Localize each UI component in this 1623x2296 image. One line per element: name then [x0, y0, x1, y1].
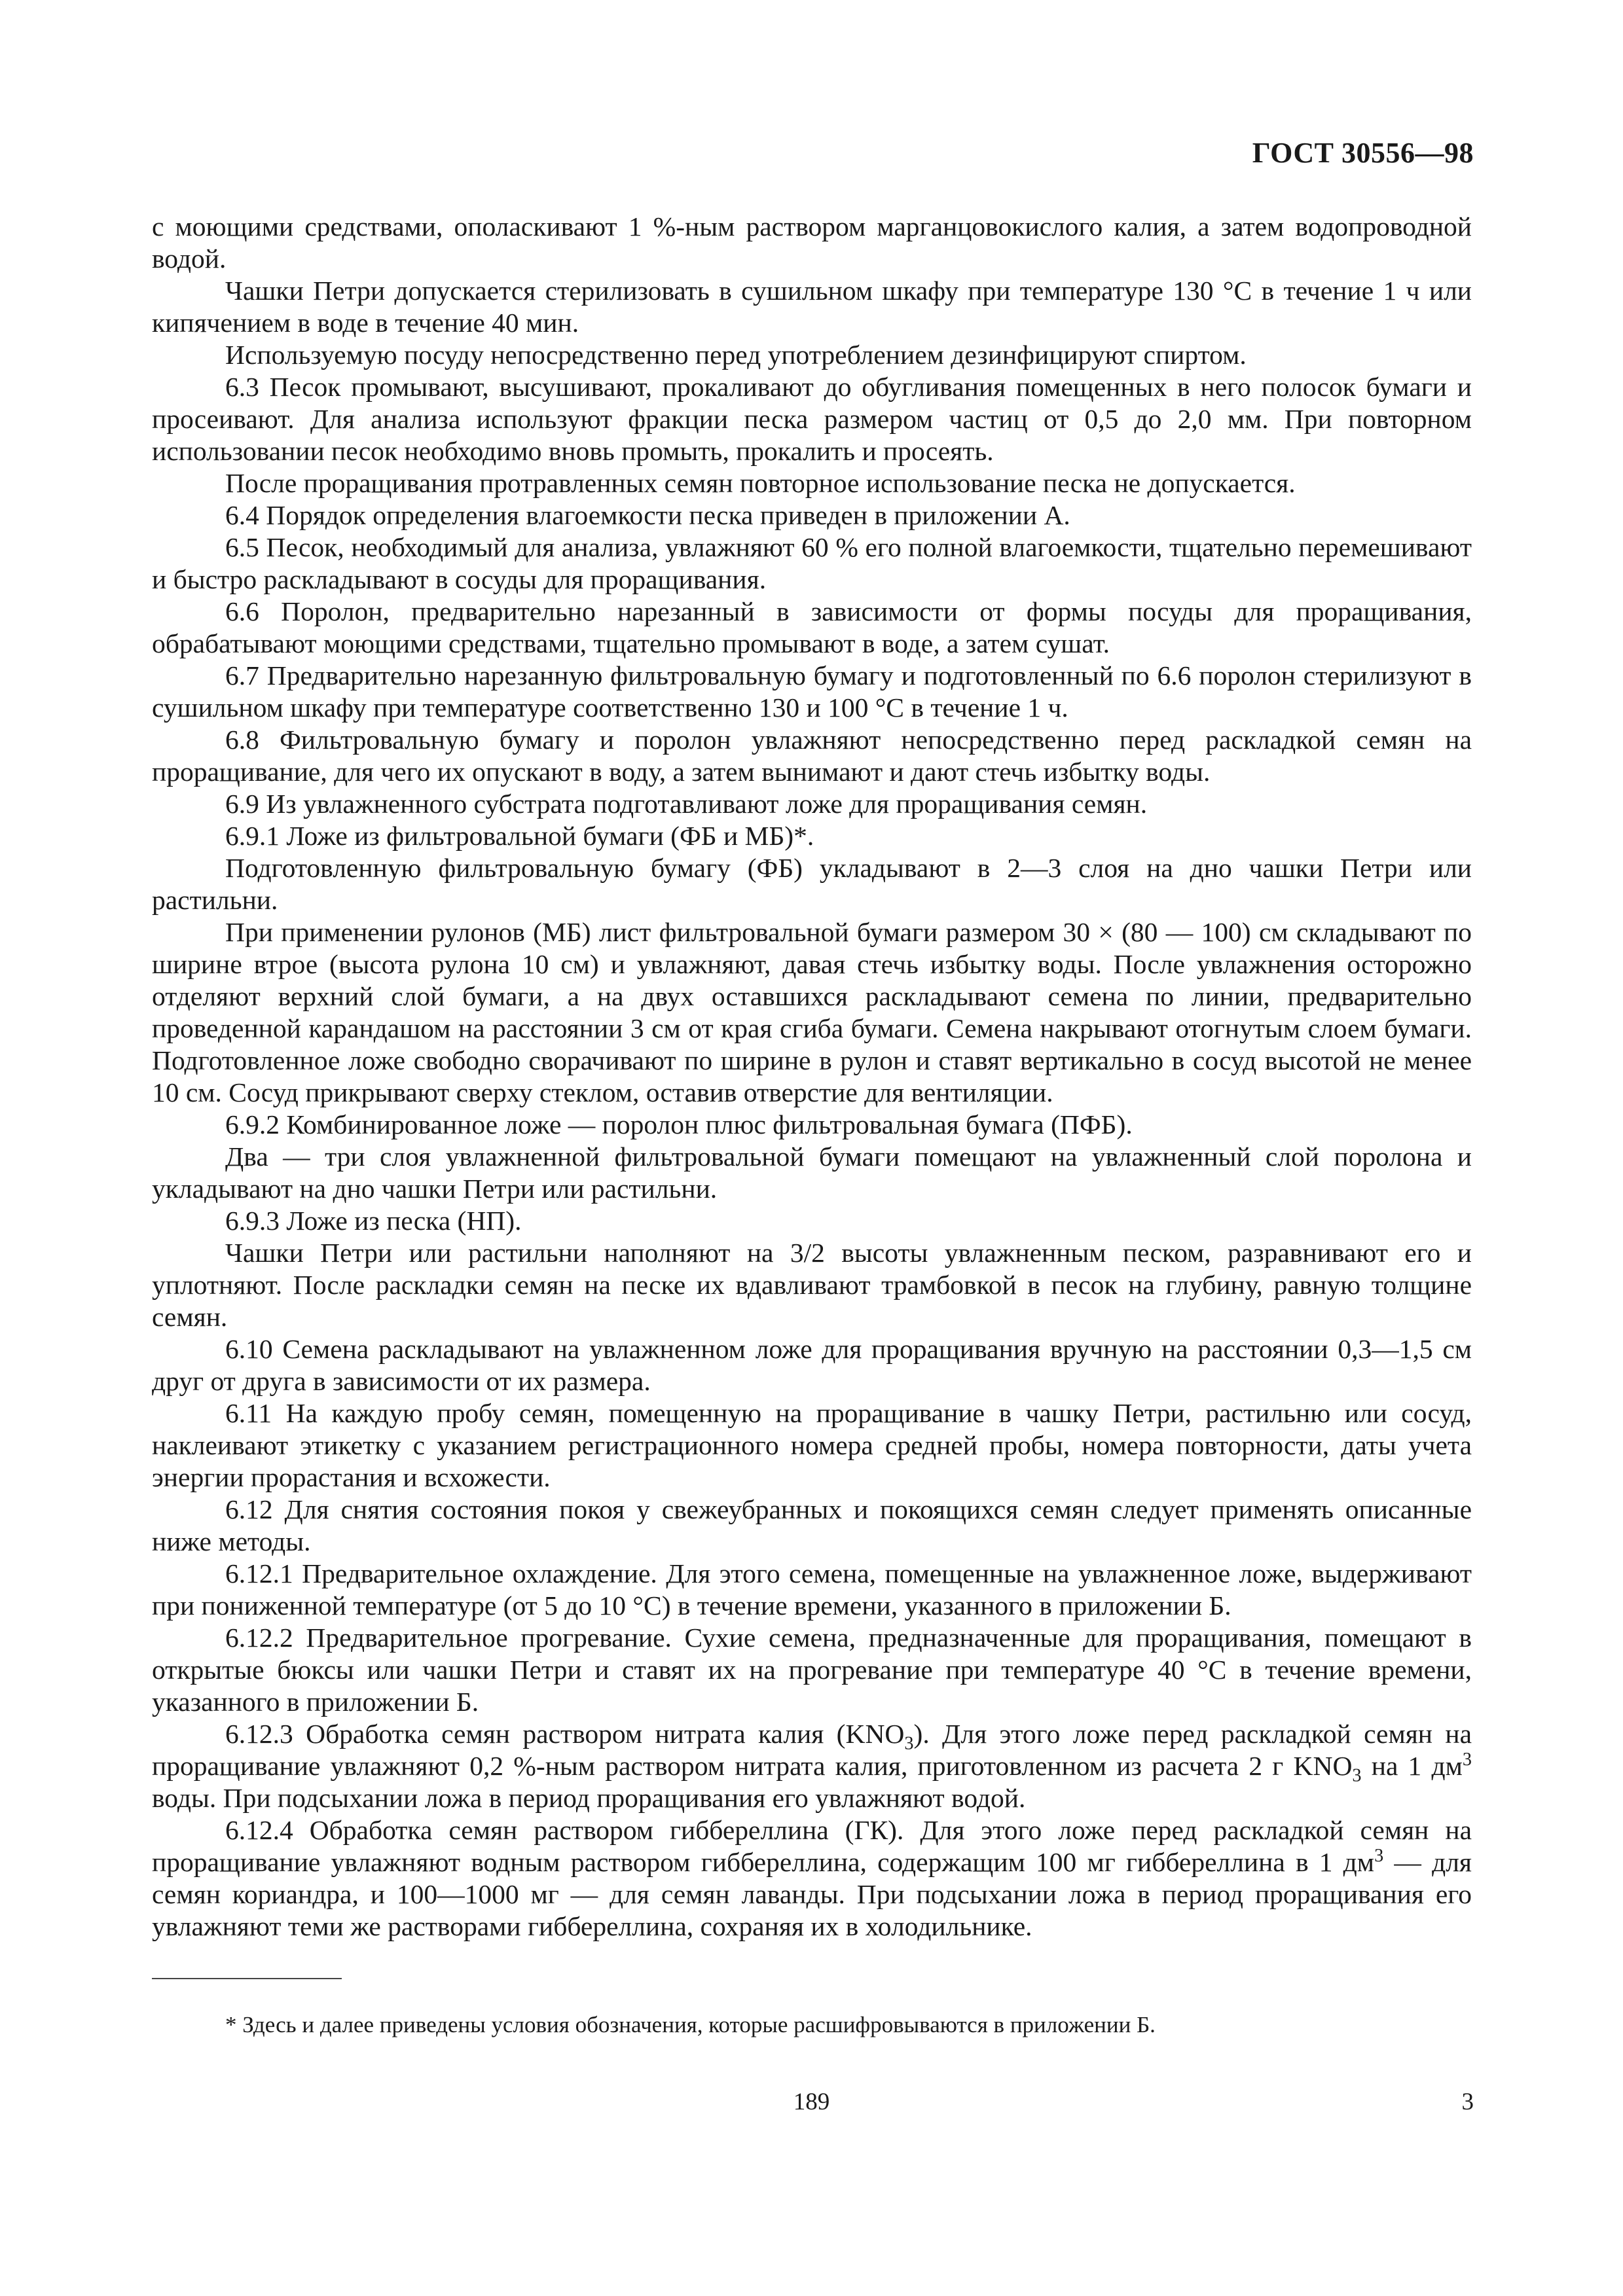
paragraph: с моющими средствами, ополаскивают 1 %-ным раствором марганцовокислого калия, а затем водопроводной водой. [152, 211, 1472, 274]
text-run: на 1 дм [1361, 1751, 1463, 1781]
paragraph: 6.9.2 Комбинированное ложе — поролон плюс фильтровальная бумага (ПФБ). [225, 1109, 1133, 1139]
paragraph: Чашки Петри допускается стерилизовать в сушильном шкафу при температуре 130 °С в течение 1 ч или кипячением в воде в течение 40 мин. [152, 276, 1472, 338]
paragraph: Подготовленную фильтровальную бумагу (ФБ) укладывают в 2—3 слоя на дно чашки Петри или растильни. [152, 853, 1472, 915]
paragraph: Два — три слоя увлажненной фильтровальной бумаги помещают на увлажненный слой поролона и укладывают на дно чашки Петри или растильни. [152, 1141, 1472, 1204]
standard-header: ГОСТ 30556—98 [1252, 137, 1474, 169]
paragraph: 6.3 Песок промывают, высушивают, прокаливают до обугливания помещенных в него полосок бумаги и просеивают. Для анализа используют фракции песка размером частиц от 0,5 до 2,0 мм. При повторном использовании песок необходимо вновь промыть, прокалить и просеять. [152, 372, 1472, 466]
superscript: 3 [1374, 1846, 1384, 1867]
paragraph: После проращивания протравленных семян повторное использование песка не допускается. [225, 468, 1296, 498]
paragraph: 6.12.1 Предварительное охлаждение. Для этого семена, помещенные на увлажненное ложе, выдерживают при пониженной температуре (от 5 до 10 °С) в течение времени, указанного в приложении Б. [152, 1558, 1472, 1621]
footnote-separator [152, 1978, 342, 1979]
paragraph: 6.4 Порядок определения влагоемкости песка приведен в приложении А. [225, 500, 1070, 530]
paragraph-gibberellin [152, 1814, 1472, 1943]
paragraph-list [152, 211, 1472, 1718]
footnote: * Здесь и далее приведены условия обозначения, которые расшифровываются в приложении Б. [225, 2012, 1156, 2037]
paragraph: 6.9 Из увлажненного субстрата подготавливают ложе для проращивания семян. [225, 789, 1148, 819]
superscript: 3 [1462, 1749, 1472, 1770]
paragraph: 6.8 Фильтровальную бумагу и поролон увлажняют непосредственно перед раскладкой семян на проращивание, для чего их опускают в воду, а затем вынимают и дают стечь избытку воды. [152, 725, 1472, 787]
page-number: 189 [793, 2089, 830, 2115]
text-run: 6.12.4 Обработка семян раствором гиббереллина (ГК). Для этого ложе перед раскладкой семян на проращивание увлажняют водным раствором гиббереллина, содержащим 100 мг гиббереллина в 1 дм [152, 1815, 1472, 1877]
subscript: 3 [1352, 1765, 1362, 1786]
text-run: воды. При подсыхании ложа в период проращивания его увлажняют водой. [152, 1783, 1026, 1813]
text-run: ). Для этого ложе перед раскладкой семян на проращивание увлажняют 0,2 %-ным раствором нитрата калия, приготовленном из расчета 2 г KNO [152, 1719, 1472, 1781]
paragraph: 6.10 Семена раскладывают на увлажненном ложе для проращивания вручную на расстоянии 0,3—1,5 см друг от друга в зависимости от их размера. [152, 1334, 1472, 1396]
text-run: 6.12.3 Обработка семян раствором нитрата калия (KNO [225, 1719, 905, 1749]
document-body [152, 211, 1472, 1943]
text-run: — для семян кориандра, и 100—1000 мг — для семян лаванды. При подсыхании ложа в период проращивания его увлажняют теми же растворами гиббереллина, сохраняя их в холодильнике. [152, 1847, 1472, 1941]
paragraph: 6.12.2 Предварительное прогревание. Сухие семена, предназначенные для проращивания, помещают в открытые бюксы или чашки Петри и ставят их на прогревание при температуре 40 °С в течение времени, указанного в приложении Б. [152, 1623, 1472, 1717]
paragraph: При применении рулонов (МБ) лист фильтровальной бумаги размером 30 × (80 — 100) см складывают по ширине втрое (высота рулона 10 см) и увлажняют, давая стечь избытку воды. После увлажнения осторожно отделяют верхний слой бумаги, а на двух оставшихся раскладывают семена по линии, предварительно проведенной карандашом на расстоянии 3 см от края сгиба бумаги. Семена накрывают отогнутым слоем бумаги. Подготовленное ложе свободно сворачивают по ширине в рулон и ставят вертикально в сосуд высотой не менее 10 см. Сосуд прикрывают сверху стеклом, оставив отверстие для вентиляции. [152, 917, 1472, 1107]
paragraph: Используемую посуду непосредственно перед употреблением дезинфицируют спиртом. [225, 340, 1247, 370]
paragraph: 6.6 Поролон, предварительно нарезанный в зависимости от формы посуды для проращивания, обрабатывают моющими средствами, тщательно промывают в воде, а затем сушат. [152, 596, 1472, 658]
paragraph: Чашки Петри или растильни наполняют на 3/2 высоты увлажненным песком, разравнивают его и уплотняют. После раскладки семян на песке их вдавливают трамбовкой в песок на глубину, равную толщине семян. [152, 1238, 1472, 1332]
paragraph: 6.9.1 Ложе из фильтровальной бумаги (ФБ и МБ)*. [225, 821, 814, 851]
paragraph: 6.7 Предварительно нарезанную фильтровальную бумагу и подготовленный по 6.6 поролон стерилизуют в сушильном шкафу при температуре соответственно 130 и 100 °С в течение 1 ч. [152, 660, 1472, 723]
paragraph: 6.11 На каждую пробу семян, помещенную на проращивание в чашку Петри, растильню или сосуд, наклеивают этикетку с указанием регистрационного номера средней пробы, номера повторности, даты учета энергии прорастания и всхожести. [152, 1398, 1472, 1492]
paragraph-kno3 [152, 1718, 1472, 1814]
subscript: 3 [904, 1733, 914, 1754]
paragraph: 6.12 Для снятия состояния покоя у свежеубранных и покоящихся семян следует применять описанные ниже методы. [152, 1494, 1472, 1556]
paragraph: 6.9.3 Ложе из песка (НП). [225, 1206, 522, 1236]
sheet-number: 3 [1461, 2089, 1474, 2115]
paragraph: 6.5 Песок, необходимый для анализа, увлажняют 60 % его полной влагоемкости, тщательно перемешивают и быстро раскладывают в сосуды для проращивания. [152, 532, 1472, 594]
